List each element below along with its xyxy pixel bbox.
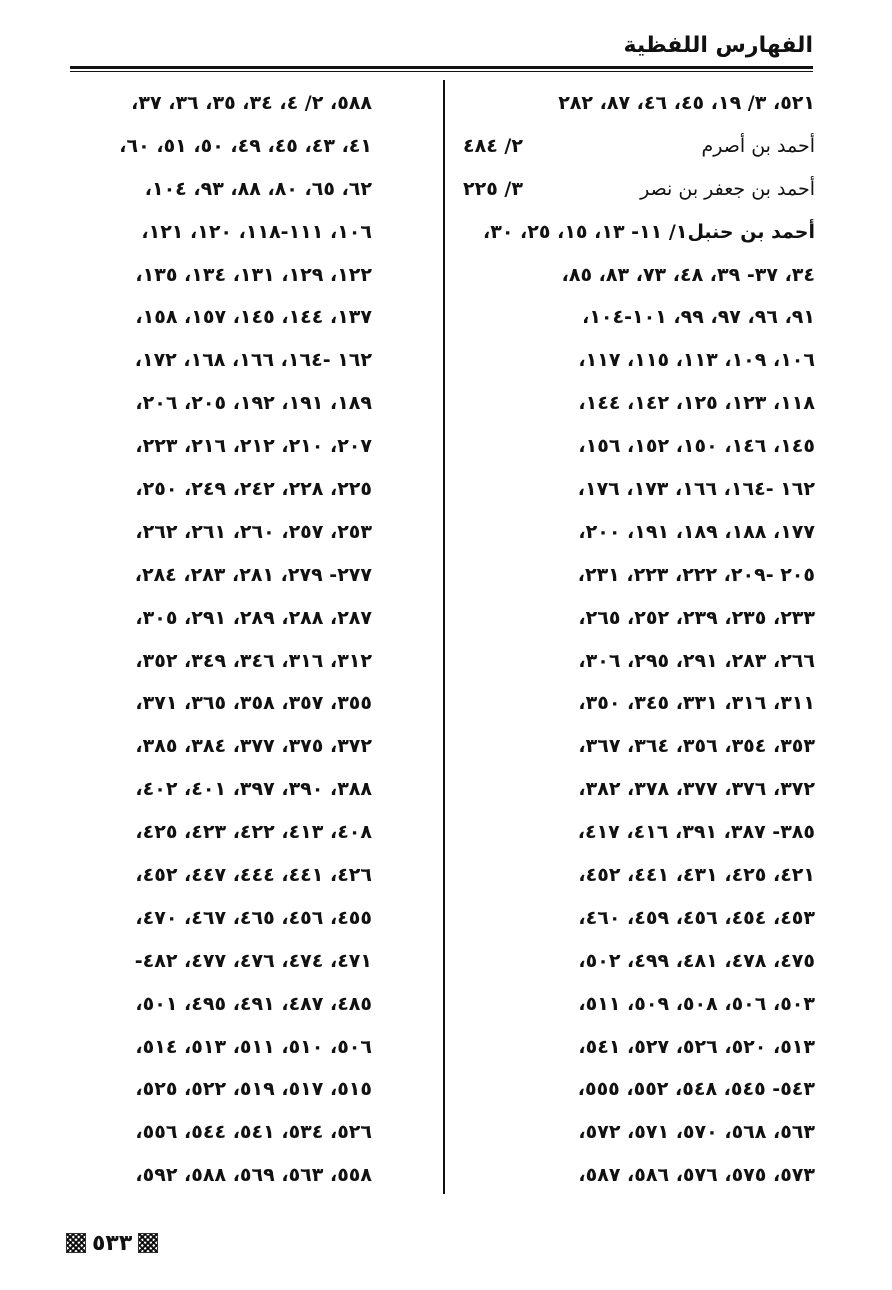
entry-reference: ٣/ ٢٢٥ — [463, 177, 523, 200]
index-line: ٢٢٥، ٢٢٨، ٢٤٢، ٢٤٩، ٢٥٠، — [135, 478, 372, 501]
ornament-icon — [138, 1233, 158, 1253]
header-rule-thick — [70, 66, 813, 69]
index-line: ٥٠٣، ٥٠٦، ٥٠٨، ٥٠٩، ٥١١، — [578, 992, 815, 1015]
index-line: ٥٢٦، ٥٣٤، ٥٤١، ٥٤٤، ٥٥٦، — [135, 1121, 372, 1144]
index-line: ١٧٧، ١٨٨، ١٨٩، ١٩١، ٢٠٠، — [578, 520, 815, 543]
index-line: ٤١، ٤٣، ٤٥، ٤٩، ٥٠، ٥١، ٦٠، — [119, 134, 372, 157]
index-line: ٥٥٨، ٥٦٣، ٥٦٩، ٥٨٨، ٥٩٢، — [135, 1164, 372, 1187]
index-line: ٤٧٥، ٤٧٨، ٤٨١، ٤٩٩، ٥٠٢، — [578, 949, 815, 972]
index-line: ٥٠٦، ٥١٠، ٥١١، ٥١٣، ٥١٤، — [135, 1035, 372, 1058]
index-line: ٣٤، ٣٧- ٣٩، ٤٨، ٧٣، ٨٣، ٨٥، — [561, 263, 815, 286]
index-line: ٤٠٨، ٤١٣، ٤٢٢، ٤٢٣، ٤٢٥، — [135, 821, 372, 844]
index-line: ١٣٧، ١٤٤، ١٤٥، ١٥٧، ١٥٨، — [135, 306, 372, 329]
index-line: ٤٢١، ٤٢٥، ٤٣١، ٤٤١، ٤٥٢، — [578, 864, 815, 887]
index-line: ٢٥٣، ٢٥٧، ٢٦٠، ٢٦١، ٢٦٢، — [135, 520, 372, 543]
index-line: ٣٨٥- ٣٨٧، ٣٩١، ٤١٦، ٤١٧، — [577, 821, 815, 844]
index-line: ٢٧٧- ٢٧٩، ٢٨١، ٢٨٣، ٢٨٤، — [134, 563, 372, 586]
index-line: ٣٨٨، ٣٩٠، ٣٩٧، ٤٠١، ٤٠٢، — [135, 778, 372, 801]
index-line: ٥١٣، ٥٢٠، ٥٢٦، ٥٢٧، ٥٤١، — [578, 1035, 815, 1058]
index-line: ١٠٦، ١٠٩، ١١٣، ١١٥، ١١٧، — [578, 349, 815, 372]
index-line: أحمد بن حنبل١/ ١١- ١٣، ١٥، ٢٥، ٣٠، — [483, 220, 815, 243]
index-line: ١٤٥، ١٤٦، ١٥٠، ١٥٢، ١٥٦، — [578, 435, 815, 458]
index-line: ٣٥٥، ٣٥٧، ٣٥٨، ٣٦٥، ٣٧١، — [135, 692, 372, 715]
index-line: ٥٤٣- ٥٤٥، ٥٤٨، ٥٥٢، ٥٥٥، — [577, 1078, 815, 1101]
index-line: ٥٨٨، ٢/ ٤، ٣٤، ٣٥، ٣٦، ٣٧، — [131, 92, 372, 114]
entry-reference: ٢/ ٤٨٤ — [463, 134, 523, 157]
index-entry — [455, 168, 815, 211]
entry-name: أحمد بن جعفر بن نصر — [640, 177, 815, 200]
index-line: ٢٣٣، ٢٣٥، ٢٣٩، ٢٥٢، ٢٦٥، — [578, 606, 815, 629]
page-footer — [66, 1228, 158, 1258]
index-line: ١٨٩، ١٩١، ١٩٢، ٢٠٥، ٢٠٦، — [135, 392, 372, 415]
page-title: الفهارس اللفظية — [623, 33, 813, 58]
index-line: ٩١، ٩٦، ٩٧، ٩٩، ١٠١-١٠٤، — [582, 306, 815, 329]
index-line: ٢٦٦، ٢٨٣، ٢٩١، ٢٩٥، ٣٠٦، — [578, 649, 815, 672]
index-line: ٣١١، ٣١٦، ٣٣١، ٣٤٥، ٣٥٠، — [578, 692, 815, 715]
index-line: ١١٨، ١٢٣، ١٢٥، ١٤٢، ١٤٤، — [578, 392, 815, 415]
index-line: ٣٥٣، ٣٥٤، ٣٥٦، ٣٦٤، ٣٦٧، — [578, 735, 815, 758]
index-line: ٤٧١، ٤٧٤، ٤٧٦، ٤٧٧، ٤٨٢- — [134, 949, 372, 972]
index-column-left — [70, 82, 372, 1197]
index-line: ٤٢٦، ٤٤١، ٤٤٤، ٤٤٧، ٤٥٢، — [135, 864, 372, 887]
entry-name: أحمد بن أصرم — [701, 134, 815, 157]
index-line: ٤٨٥، ٤٨٧، ٤٩١، ٤٩٥، ٥٠١، — [135, 992, 372, 1015]
column-divider — [443, 80, 445, 1194]
index-line: ٢٠٧، ٢١٠، ٢١٢، ٢١٦، ٢٢٣، — [135, 435, 372, 458]
index-line: ١٦٢ -١٦٤، ١٦٦، ١٧٣، ١٧٦، — [577, 478, 815, 501]
index-line: ٥٧٣، ٥٧٥، ٥٧٦، ٥٨٦، ٥٨٧، — [578, 1164, 815, 1187]
index-line: ٥١٥، ٥١٧، ٥١٩، ٥٢٢، ٥٢٥، — [135, 1078, 372, 1101]
index-line: ١٦٢ -١٦٤، ١٦٦، ١٦٨، ١٧٢، — [134, 349, 372, 372]
page-number: ٥٣٣ — [92, 1230, 133, 1256]
index-line: ٣٧٢، ٣٧٦، ٣٧٧، ٣٧٨، ٣٨٢، — [578, 778, 815, 801]
index-line: ١٠٦، ١١١-١١٨، ١٢٠، ١٢١، — [141, 220, 372, 243]
index-line: ٦٢، ٦٥، ٨٠، ٨٨، ٩٣، ١٠٤، — [144, 177, 372, 200]
header-rule-thin — [70, 71, 813, 72]
index-line: ٤٥٣، ٤٥٤، ٤٥٦، ٤٥٩، ٤٦٠، — [578, 906, 815, 929]
index-line: ٢٠٥ -٢٠٩، ٢٢٢، ٢٢٣، ٢٣١، — [577, 563, 815, 586]
index-line: ٣١٢، ٣١٦، ٣٤٦، ٣٤٩، ٣٥٢، — [135, 649, 372, 672]
index-entry — [455, 125, 815, 168]
index-column-right — [455, 82, 815, 1197]
index-line: ٤٥٥، ٤٥٦، ٤٦٥، ٤٦٧، ٤٧٠، — [135, 906, 372, 929]
index-line: ٢٨٧، ٢٨٨، ٢٨٩، ٢٩١، ٣٠٥، — [135, 606, 372, 629]
ornament-icon — [66, 1233, 86, 1253]
index-line: ٥٢١، ٣/ ١٩، ٤٥، ٤٦، ٨٧، ٢٨٢ — [558, 92, 815, 114]
page-header — [70, 30, 813, 66]
index-line: ١٢٢، ١٢٩، ١٣١، ١٣٤، ١٣٥، — [135, 263, 372, 286]
index-line: ٥٦٣، ٥٦٨، ٥٧٠، ٥٧١، ٥٧٢، — [578, 1121, 815, 1144]
index-line: ٣٧٢، ٣٧٥، ٣٧٧، ٣٨٤، ٣٨٥، — [135, 735, 372, 758]
